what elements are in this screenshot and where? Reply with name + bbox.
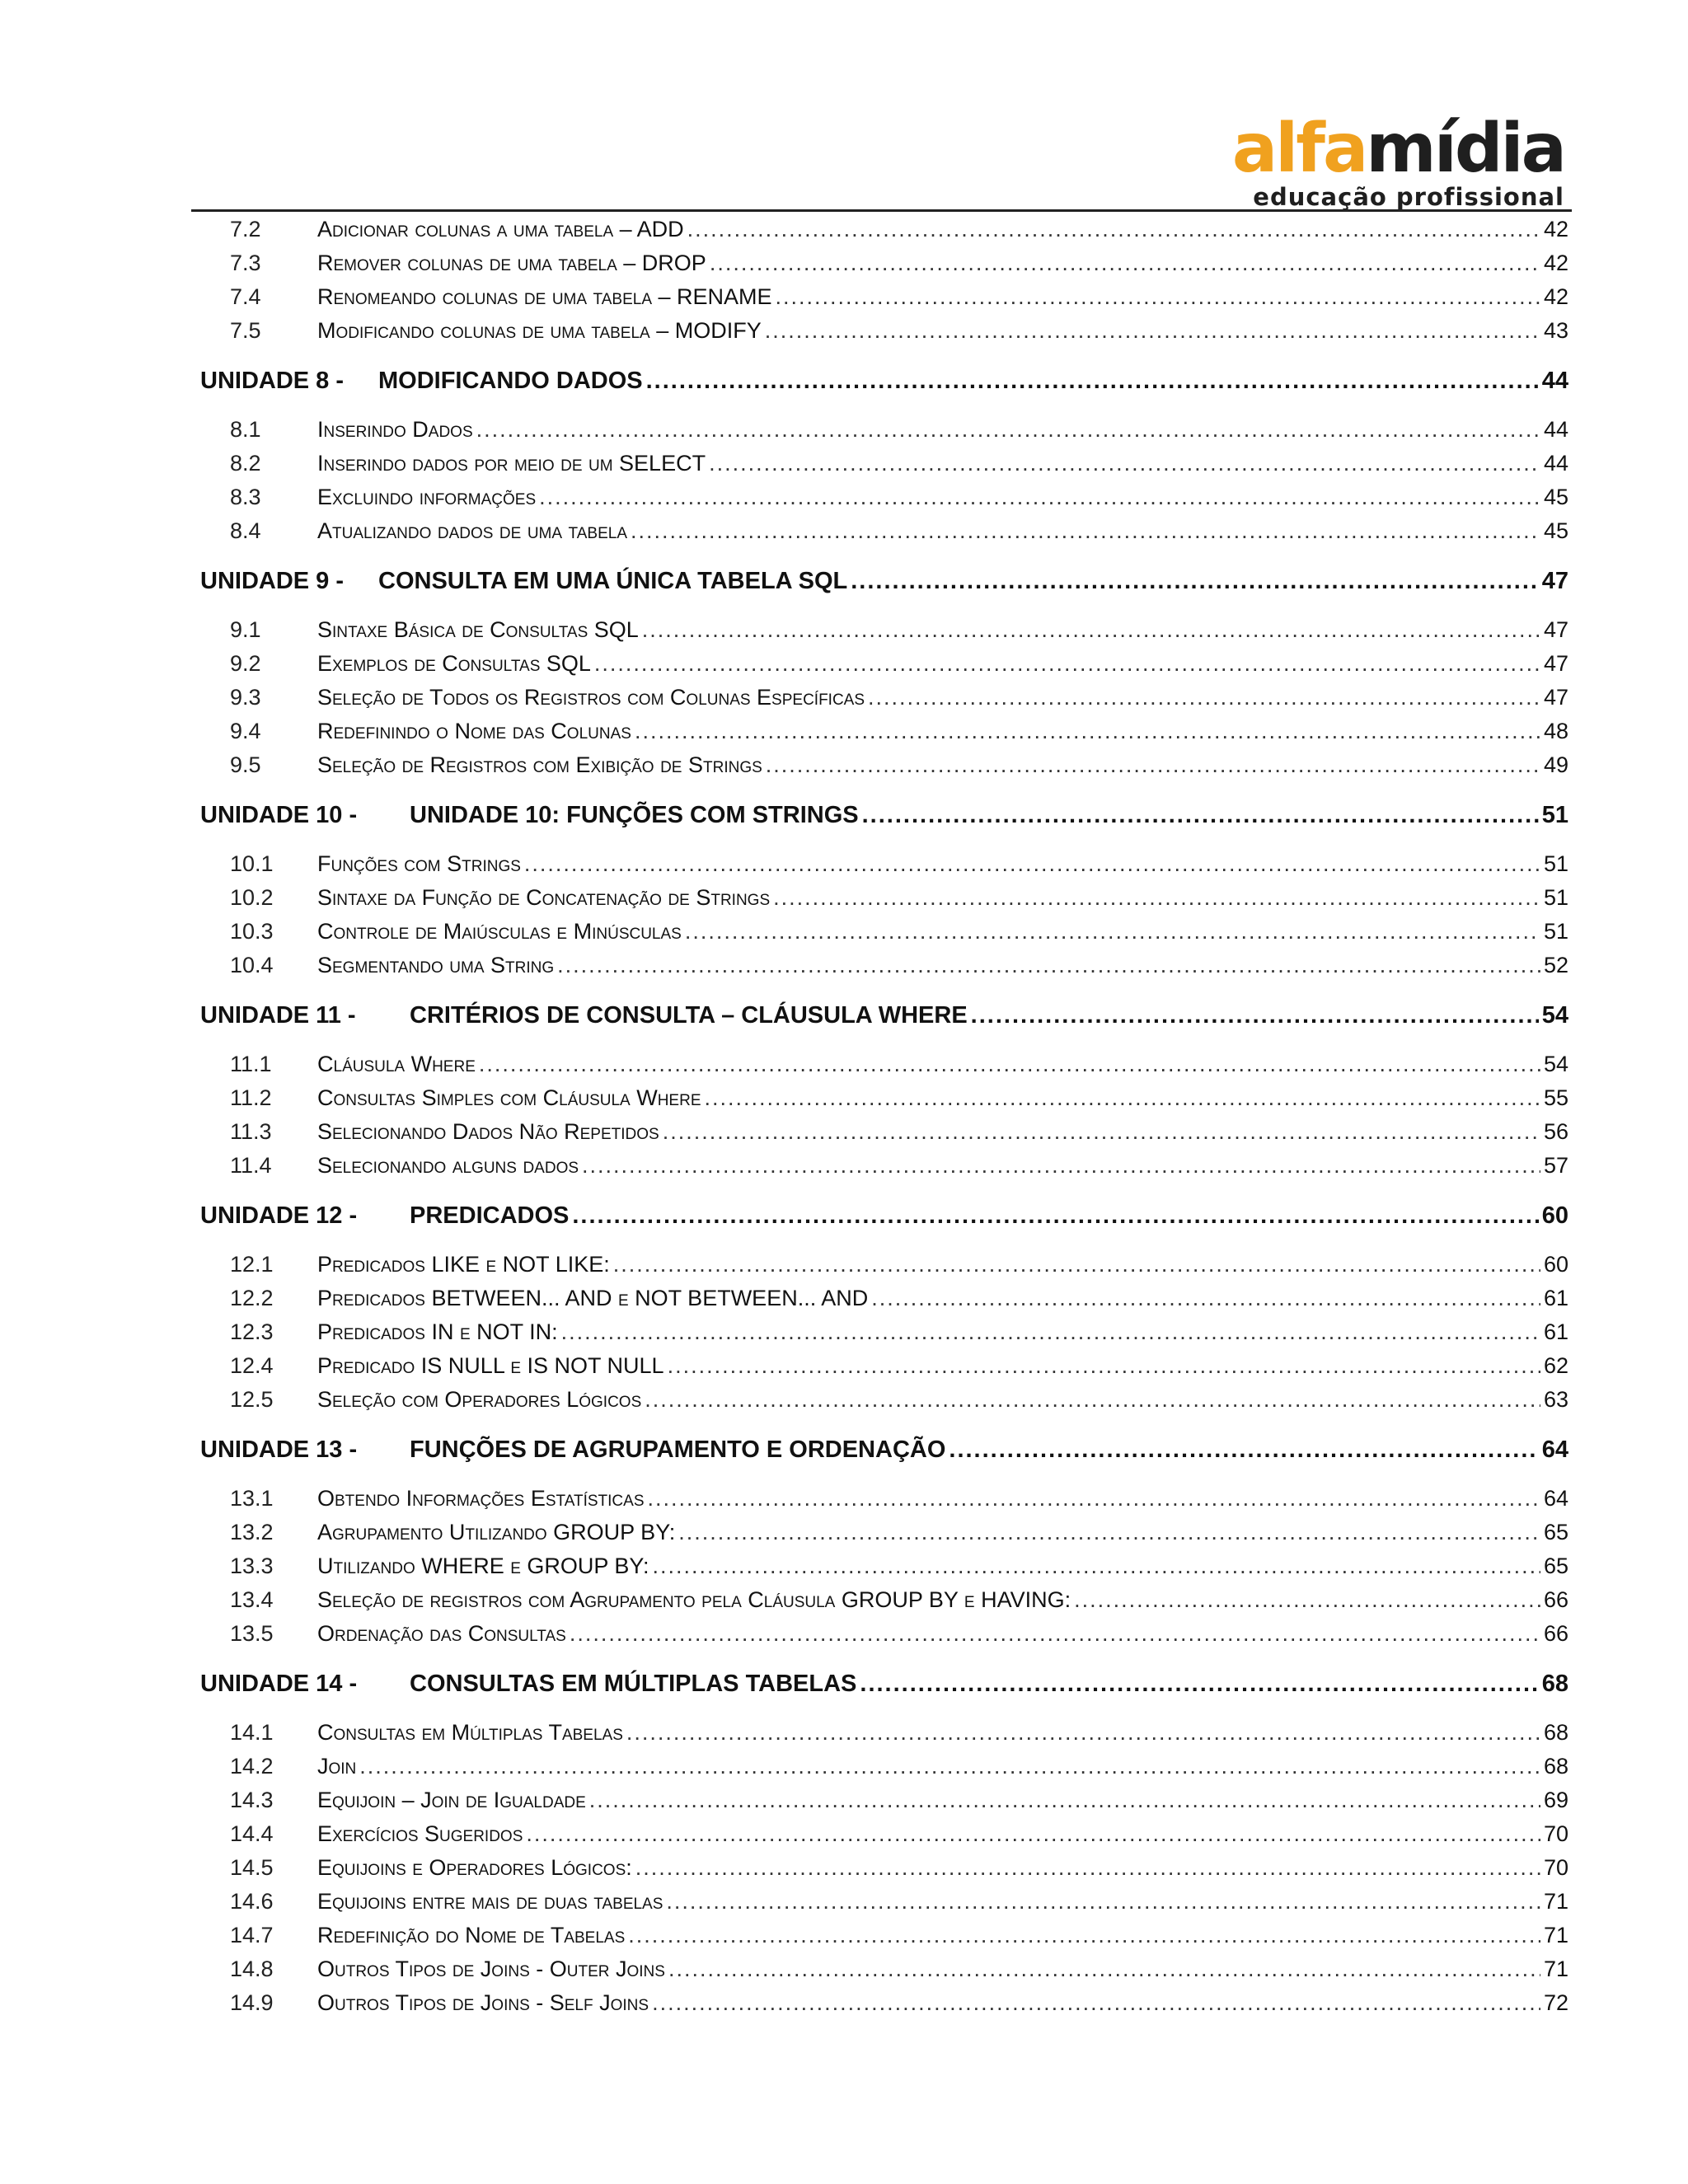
toc-entry-page: 49: [1543, 752, 1568, 777]
dot-leader: [860, 1667, 1538, 1700]
toc-entry-page: 65: [1543, 1520, 1568, 1544]
toc-entry[interactable]: [200, 280, 1568, 314]
logo-midia: mídia: [1366, 110, 1564, 188]
toc-entry-number: UNIDADE 9 -: [200, 568, 345, 594]
toc-entry-title: Predicados BETWEEN... AND e NOT BETWEEN... AND: [317, 1286, 869, 1310]
toc-entry-number: UNIDADE 12 -: [200, 1202, 358, 1229]
toc-entry-title: Outros Tipos de Joins - Outer Joins: [317, 1957, 665, 1981]
toc-entry-number: 9.1: [230, 617, 261, 642]
toc-entry-title: Obtendo Informações Estatísticas: [317, 1486, 645, 1511]
dot-leader: [635, 1851, 1540, 1885]
toc-entry-number: UNIDADE 8 -: [200, 368, 345, 394]
toc-entry-title: Agrupamento Utilizando GROUP BY:: [317, 1520, 676, 1544]
toc-entry[interactable]: [200, 1617, 1568, 1651]
dot-leader: [646, 364, 1539, 397]
dot-leader: [666, 1885, 1540, 1919]
toc-entry-number: 8.2: [230, 451, 261, 476]
toc-entry[interactable]: [200, 246, 1568, 280]
toc-entry-number: 12.1: [230, 1252, 274, 1277]
toc-entry-number: 7.5: [230, 318, 261, 343]
toc-unit-heading[interactable]: [200, 999, 1568, 1032]
toc-entry[interactable]: [200, 1716, 1568, 1750]
header-divider: [191, 209, 1572, 212]
dot-leader: [687, 213, 1540, 246]
toc-entry[interactable]: [200, 748, 1568, 782]
toc-entry[interactable]: [200, 1315, 1568, 1349]
toc-entry[interactable]: [200, 1783, 1568, 1817]
dot-leader: [663, 1115, 1540, 1149]
toc-entry-number: 12.3: [230, 1319, 274, 1344]
toc-entry-number: 10.2: [230, 885, 274, 910]
toc-entry[interactable]: [200, 1583, 1568, 1617]
toc-entry[interactable]: [200, 1349, 1568, 1383]
toc-unit-heading[interactable]: [200, 364, 1568, 397]
toc-entry-title: Controle de Maiúsculas e Minúsculas: [317, 919, 682, 944]
toc-entry-number: 9.5: [230, 752, 261, 777]
toc-entry[interactable]: [200, 514, 1568, 548]
toc-entry[interactable]: [200, 715, 1568, 748]
toc-entry-page: 68: [1541, 1671, 1568, 1697]
dot-leader: [971, 999, 1539, 1032]
toc-entry-number: 8.3: [230, 485, 261, 509]
toc-entry-page: 70: [1543, 1855, 1568, 1880]
toc-entry-number: 13.3: [230, 1554, 274, 1578]
toc-entry[interactable]: [200, 1885, 1568, 1919]
toc-entry-title: CONSULTA EM UMA ÚNICA TABELA SQL: [378, 568, 848, 594]
toc-entry-page: 66: [1543, 1621, 1568, 1646]
dot-leader: [589, 1783, 1540, 1817]
toc-entry-page: 71: [1543, 1957, 1568, 1981]
dot-leader: [359, 1750, 1540, 1783]
toc-entry-number: 14.8: [230, 1957, 274, 1981]
toc-entry[interactable]: [200, 314, 1568, 348]
toc-entry-number: 11.4: [230, 1153, 272, 1178]
toc-entry-title: FUNÇÕES DE AGRUPAMENTO E ORDENAÇÃO: [410, 1436, 946, 1463]
toc-entry-number: 14.7: [230, 1923, 274, 1947]
dot-leader: [526, 1817, 1540, 1851]
toc-entry-title: Consultas Simples com Cláusula Where: [317, 1085, 701, 1110]
toc-entry[interactable]: [200, 1986, 1568, 2020]
toc-entry-title: Equijoins e Operadores Lógicos:: [317, 1855, 632, 1880]
dot-leader: [776, 280, 1540, 314]
dot-leader: [557, 949, 1540, 982]
toc-entry-page: 44: [1543, 417, 1568, 442]
toc-entry-page: 44: [1541, 368, 1568, 394]
toc-entry-page: 68: [1543, 1754, 1568, 1779]
toc-entry-title: Exercícios Sugeridos: [317, 1821, 523, 1846]
toc-entry-title: Inserindo Dados: [317, 417, 473, 442]
dot-leader: [773, 881, 1540, 915]
toc-entry-title: Predicados LIKE e NOT LIKE:: [317, 1252, 610, 1277]
toc-entry-page: 51: [1543, 919, 1568, 944]
toc-entry-page: 47: [1543, 685, 1568, 710]
toc-entry-page: 47: [1541, 568, 1568, 594]
toc-entry-number: 11.2: [230, 1085, 272, 1110]
toc-entry-title: PREDICADOS: [410, 1202, 570, 1229]
toc-entry-title: Excluindo informações: [317, 485, 537, 509]
dot-leader: [572, 1199, 1538, 1232]
toc-entry-number: 14.9: [230, 1990, 274, 2015]
toc-entry-page: 60: [1543, 1252, 1568, 1277]
toc-entry-page: 48: [1543, 719, 1568, 743]
toc-entry[interactable]: [200, 1549, 1568, 1583]
toc-entry-page: 61: [1543, 1319, 1568, 1344]
dot-leader: [871, 1282, 1540, 1315]
dot-leader: [710, 246, 1540, 280]
toc-entry[interactable]: [200, 1482, 1568, 1516]
toc-entry-page: 47: [1543, 617, 1568, 642]
dot-leader: [868, 681, 1540, 715]
toc-entry-page: 47: [1543, 651, 1568, 676]
toc-entry-title: Redefinição do Nome de Tabelas: [317, 1923, 626, 1947]
toc-entry[interactable]: [200, 847, 1568, 881]
toc-entry-number: 14.2: [230, 1754, 274, 1779]
logo-wordmark: [1218, 110, 1564, 188]
dot-leader: [628, 1919, 1540, 1952]
dot-leader: [668, 1349, 1540, 1383]
toc-entry-number: 14.6: [230, 1889, 274, 1914]
toc-entry[interactable]: [200, 915, 1568, 949]
toc-entry-number: 10.1: [230, 851, 274, 876]
dot-leader: [652, 1986, 1540, 2020]
toc-entry-number: 7.2: [230, 217, 261, 241]
toc-entry[interactable]: [200, 480, 1568, 514]
toc-entry[interactable]: [200, 1149, 1568, 1183]
toc-entry-number: 14.4: [230, 1821, 274, 1846]
toc-entry-title: Inserindo dados por meio de um SELECT: [317, 451, 706, 476]
toc-unit-heading[interactable]: [200, 1433, 1568, 1466]
toc-entry[interactable]: [200, 1516, 1568, 1549]
dot-leader: [613, 1248, 1540, 1282]
toc-entry-page: 56: [1543, 1119, 1568, 1144]
toc-entry-number: UNIDADE 11 -: [200, 1002, 356, 1029]
toc-entry-title: Utilizando WHERE e GROUP BY:: [317, 1554, 649, 1578]
toc-entry-title: Adicionar colunas a uma tabela – ADD: [317, 217, 684, 241]
toc-entry-title: Selecionando Dados Não Repetidos: [317, 1119, 659, 1144]
toc-entry-page: 61: [1543, 1286, 1568, 1310]
toc-entry-number: 9.2: [230, 651, 261, 676]
toc-unit-heading[interactable]: [200, 799, 1568, 832]
toc-entry-number: 8.1: [230, 417, 261, 442]
dot-leader: [594, 647, 1540, 681]
toc-entry-title: Equijoin – Join de Igualdade: [317, 1788, 586, 1812]
toc-entry-page: 54: [1541, 1002, 1568, 1029]
dot-leader: [582, 1149, 1540, 1183]
dot-leader: [631, 514, 1540, 548]
toc-entry[interactable]: [200, 1115, 1568, 1149]
toc-entry[interactable]: [200, 1750, 1568, 1783]
dot-leader: [685, 915, 1540, 949]
toc-entry-title: CONSULTAS EM MÚLTIPLAS TABELAS: [410, 1671, 857, 1697]
toc-entry-number: 10.4: [230, 953, 274, 977]
toc-entry-page: 57: [1543, 1153, 1568, 1178]
toc-entry-number: 11.1: [230, 1052, 272, 1076]
toc-entry-title: UNIDADE 10: FUNÇÕES COM STRINGS: [410, 802, 859, 828]
toc-entry-page: 60: [1541, 1202, 1568, 1229]
toc-entry[interactable]: [200, 881, 1568, 915]
dot-leader: [949, 1433, 1538, 1466]
toc-entry-title: Equijoins entre mais de duas tabelas: [317, 1889, 663, 1914]
toc-entry[interactable]: [200, 613, 1568, 647]
table-of-contents: [200, 213, 1568, 2020]
toc-entry-number: 14.1: [230, 1720, 274, 1745]
toc-entry-title: Remover colunas de uma tabela – DROP: [317, 251, 706, 275]
toc-entry-number: 14.3: [230, 1788, 274, 1812]
toc-entry-number: UNIDADE 10 -: [200, 802, 358, 828]
toc-entry[interactable]: [200, 213, 1568, 246]
toc-entry-page: 42: [1543, 251, 1568, 275]
toc-entry-title: Cláusula Where: [317, 1052, 476, 1076]
toc-entry-number: 14.5: [230, 1855, 274, 1880]
dot-leader: [862, 799, 1539, 832]
toc-entry[interactable]: [200, 447, 1568, 480]
dot-leader: [765, 314, 1540, 348]
toc-entry-number: 12.2: [230, 1286, 274, 1310]
toc-entry[interactable]: [200, 681, 1568, 715]
toc-entry-page: 71: [1543, 1923, 1568, 1947]
dot-leader: [539, 480, 1540, 514]
toc-entry-page: 66: [1543, 1587, 1568, 1612]
toc-entry-page: 44: [1543, 451, 1568, 476]
toc-entry[interactable]: [200, 1282, 1568, 1315]
dot-leader: [668, 1952, 1540, 1986]
toc-entry-page: 54: [1543, 1052, 1568, 1076]
toc-entry-number: 12.5: [230, 1387, 274, 1412]
toc-entry-title: Join: [317, 1754, 357, 1779]
toc-entry-page: 68: [1543, 1720, 1568, 1745]
dot-leader: [709, 447, 1540, 480]
toc-entry-number: 7.3: [230, 251, 261, 275]
toc-entry-title: Modificando colunas de uma tabela – MODIFY: [317, 318, 762, 343]
dot-leader: [652, 1549, 1540, 1583]
dot-leader: [626, 1716, 1540, 1750]
toc-entry-number: UNIDADE 13 -: [200, 1436, 358, 1463]
toc-entry-page: 42: [1543, 284, 1568, 309]
toc-entry[interactable]: [200, 1383, 1568, 1417]
dot-leader: [479, 1047, 1540, 1081]
toc-entry[interactable]: [200, 1047, 1568, 1081]
dot-leader: [766, 748, 1540, 782]
toc-entry-page: 65: [1543, 1554, 1568, 1578]
toc-entry-title: Seleção de Registros com Exibição de Strings: [317, 752, 762, 777]
toc-entry-page: 51: [1541, 802, 1568, 828]
dot-leader: [648, 1482, 1540, 1516]
toc-entry-title: Funções com Strings: [317, 851, 521, 876]
dot-leader: [645, 1383, 1540, 1417]
toc-entry-page: 62: [1543, 1353, 1568, 1378]
toc-entry-number: 11.3: [230, 1119, 272, 1144]
toc-entry-title: Predicado IS NULL e IS NOT NULL: [317, 1353, 664, 1378]
toc-entry-title: Ordenação das Consultas: [317, 1621, 566, 1646]
logo-tagline: educação profissional: [1253, 183, 1564, 211]
toc-unit-heading[interactable]: [200, 1199, 1568, 1232]
toc-entry-title: Sintaxe da Função de Concatenação de Strings: [317, 885, 771, 910]
toc-entry-page: 55: [1543, 1085, 1568, 1110]
dot-leader: [678, 1516, 1540, 1549]
toc-entry[interactable]: [200, 1952, 1568, 1986]
toc-entry-title: Seleção com Operadores Lógicos: [317, 1387, 642, 1412]
toc-entry-page: 42: [1543, 217, 1568, 241]
toc-unit-heading[interactable]: [200, 565, 1568, 598]
toc-entry-title: Atualizando dados de uma tabela: [317, 518, 627, 543]
toc-entry-page: 45: [1543, 518, 1568, 543]
dot-leader: [561, 1315, 1540, 1349]
toc-entry-page: 70: [1543, 1821, 1568, 1846]
toc-entry-page: 69: [1543, 1788, 1568, 1812]
toc-entry-title: Renomeando colunas de uma tabela – RENAME: [317, 284, 772, 309]
dot-leader: [524, 847, 1540, 881]
toc-entry-page: 45: [1543, 485, 1568, 509]
dot-leader: [635, 715, 1540, 748]
toc-entry-page: 51: [1543, 885, 1568, 910]
toc-entry-page: 71: [1543, 1889, 1568, 1914]
dot-leader: [476, 413, 1540, 447]
toc-entry-page: 43: [1543, 318, 1568, 343]
dot-leader: [642, 613, 1540, 647]
dot-leader: [570, 1617, 1540, 1651]
toc-entry-page: 72: [1543, 1990, 1568, 2015]
toc-entry[interactable]: [200, 1081, 1568, 1115]
toc-entry-number: 13.5: [230, 1621, 274, 1646]
toc-entry-page: 51: [1543, 851, 1568, 876]
toc-entry-title: Predicados IN e NOT IN:: [317, 1319, 558, 1344]
toc-entry-number: 13.2: [230, 1520, 274, 1544]
alfamidia-logo: [1218, 110, 1564, 211]
toc-entry[interactable]: [200, 413, 1568, 447]
dot-leader: [1074, 1583, 1540, 1617]
toc-entry-title: Sintaxe Básica de Consultas SQL: [317, 617, 639, 642]
toc-entry-number: 13.4: [230, 1587, 274, 1612]
dot-leader: [851, 565, 1539, 598]
toc-entry[interactable]: [200, 647, 1568, 681]
toc-entry-number: 7.4: [230, 284, 261, 309]
toc-entry-number: 12.4: [230, 1353, 274, 1378]
toc-entry-title: Seleção de Todos os Registros com Colunas Específicas: [317, 685, 865, 710]
toc-entry-title: MODIFICANDO DADOS: [378, 368, 643, 394]
toc-entry[interactable]: [200, 1817, 1568, 1851]
toc-entry-number: UNIDADE 14 -: [200, 1671, 358, 1697]
logo-alfa: alfa: [1231, 110, 1367, 188]
toc-unit-heading[interactable]: [200, 1667, 1568, 1700]
toc-entry-title: CRITÉRIOS DE CONSULTA – CLÁUSULA WHERE: [410, 1002, 968, 1029]
toc-entry-page: 64: [1541, 1436, 1568, 1463]
toc-entry-page: 63: [1543, 1387, 1568, 1412]
toc-entry[interactable]: [200, 1851, 1568, 1885]
toc-entry-number: 8.4: [230, 518, 261, 543]
toc-entry-page: 64: [1543, 1486, 1568, 1511]
toc-entry[interactable]: [200, 949, 1568, 982]
toc-entry-title: Consultas em Múltiplas Tabelas: [317, 1720, 623, 1745]
toc-entry-number: 9.3: [230, 685, 261, 710]
toc-entry-title: Exemplos de Consultas SQL: [317, 651, 591, 676]
toc-entry[interactable]: [200, 1248, 1568, 1282]
toc-entry-title: Segmentando uma String: [317, 953, 555, 977]
toc-entry-title: Selecionando alguns dados: [317, 1153, 579, 1178]
toc-entry[interactable]: [200, 1919, 1568, 1952]
toc-entry-title: Outros Tipos de Joins - Self Joins: [317, 1990, 649, 2015]
toc-entry-number: 13.1: [230, 1486, 274, 1511]
dot-leader: [705, 1081, 1540, 1115]
toc-entry-number: 10.3: [230, 919, 274, 944]
toc-entry-title: Seleção de registros com Agrupamento pela Cláusula GROUP BY e HAVING:: [317, 1587, 1071, 1612]
toc-entry-page: 52: [1543, 953, 1568, 977]
toc-entry-title: Redefinindo o Nome das Colunas: [317, 719, 631, 743]
toc-entry-number: 9.4: [230, 719, 261, 743]
